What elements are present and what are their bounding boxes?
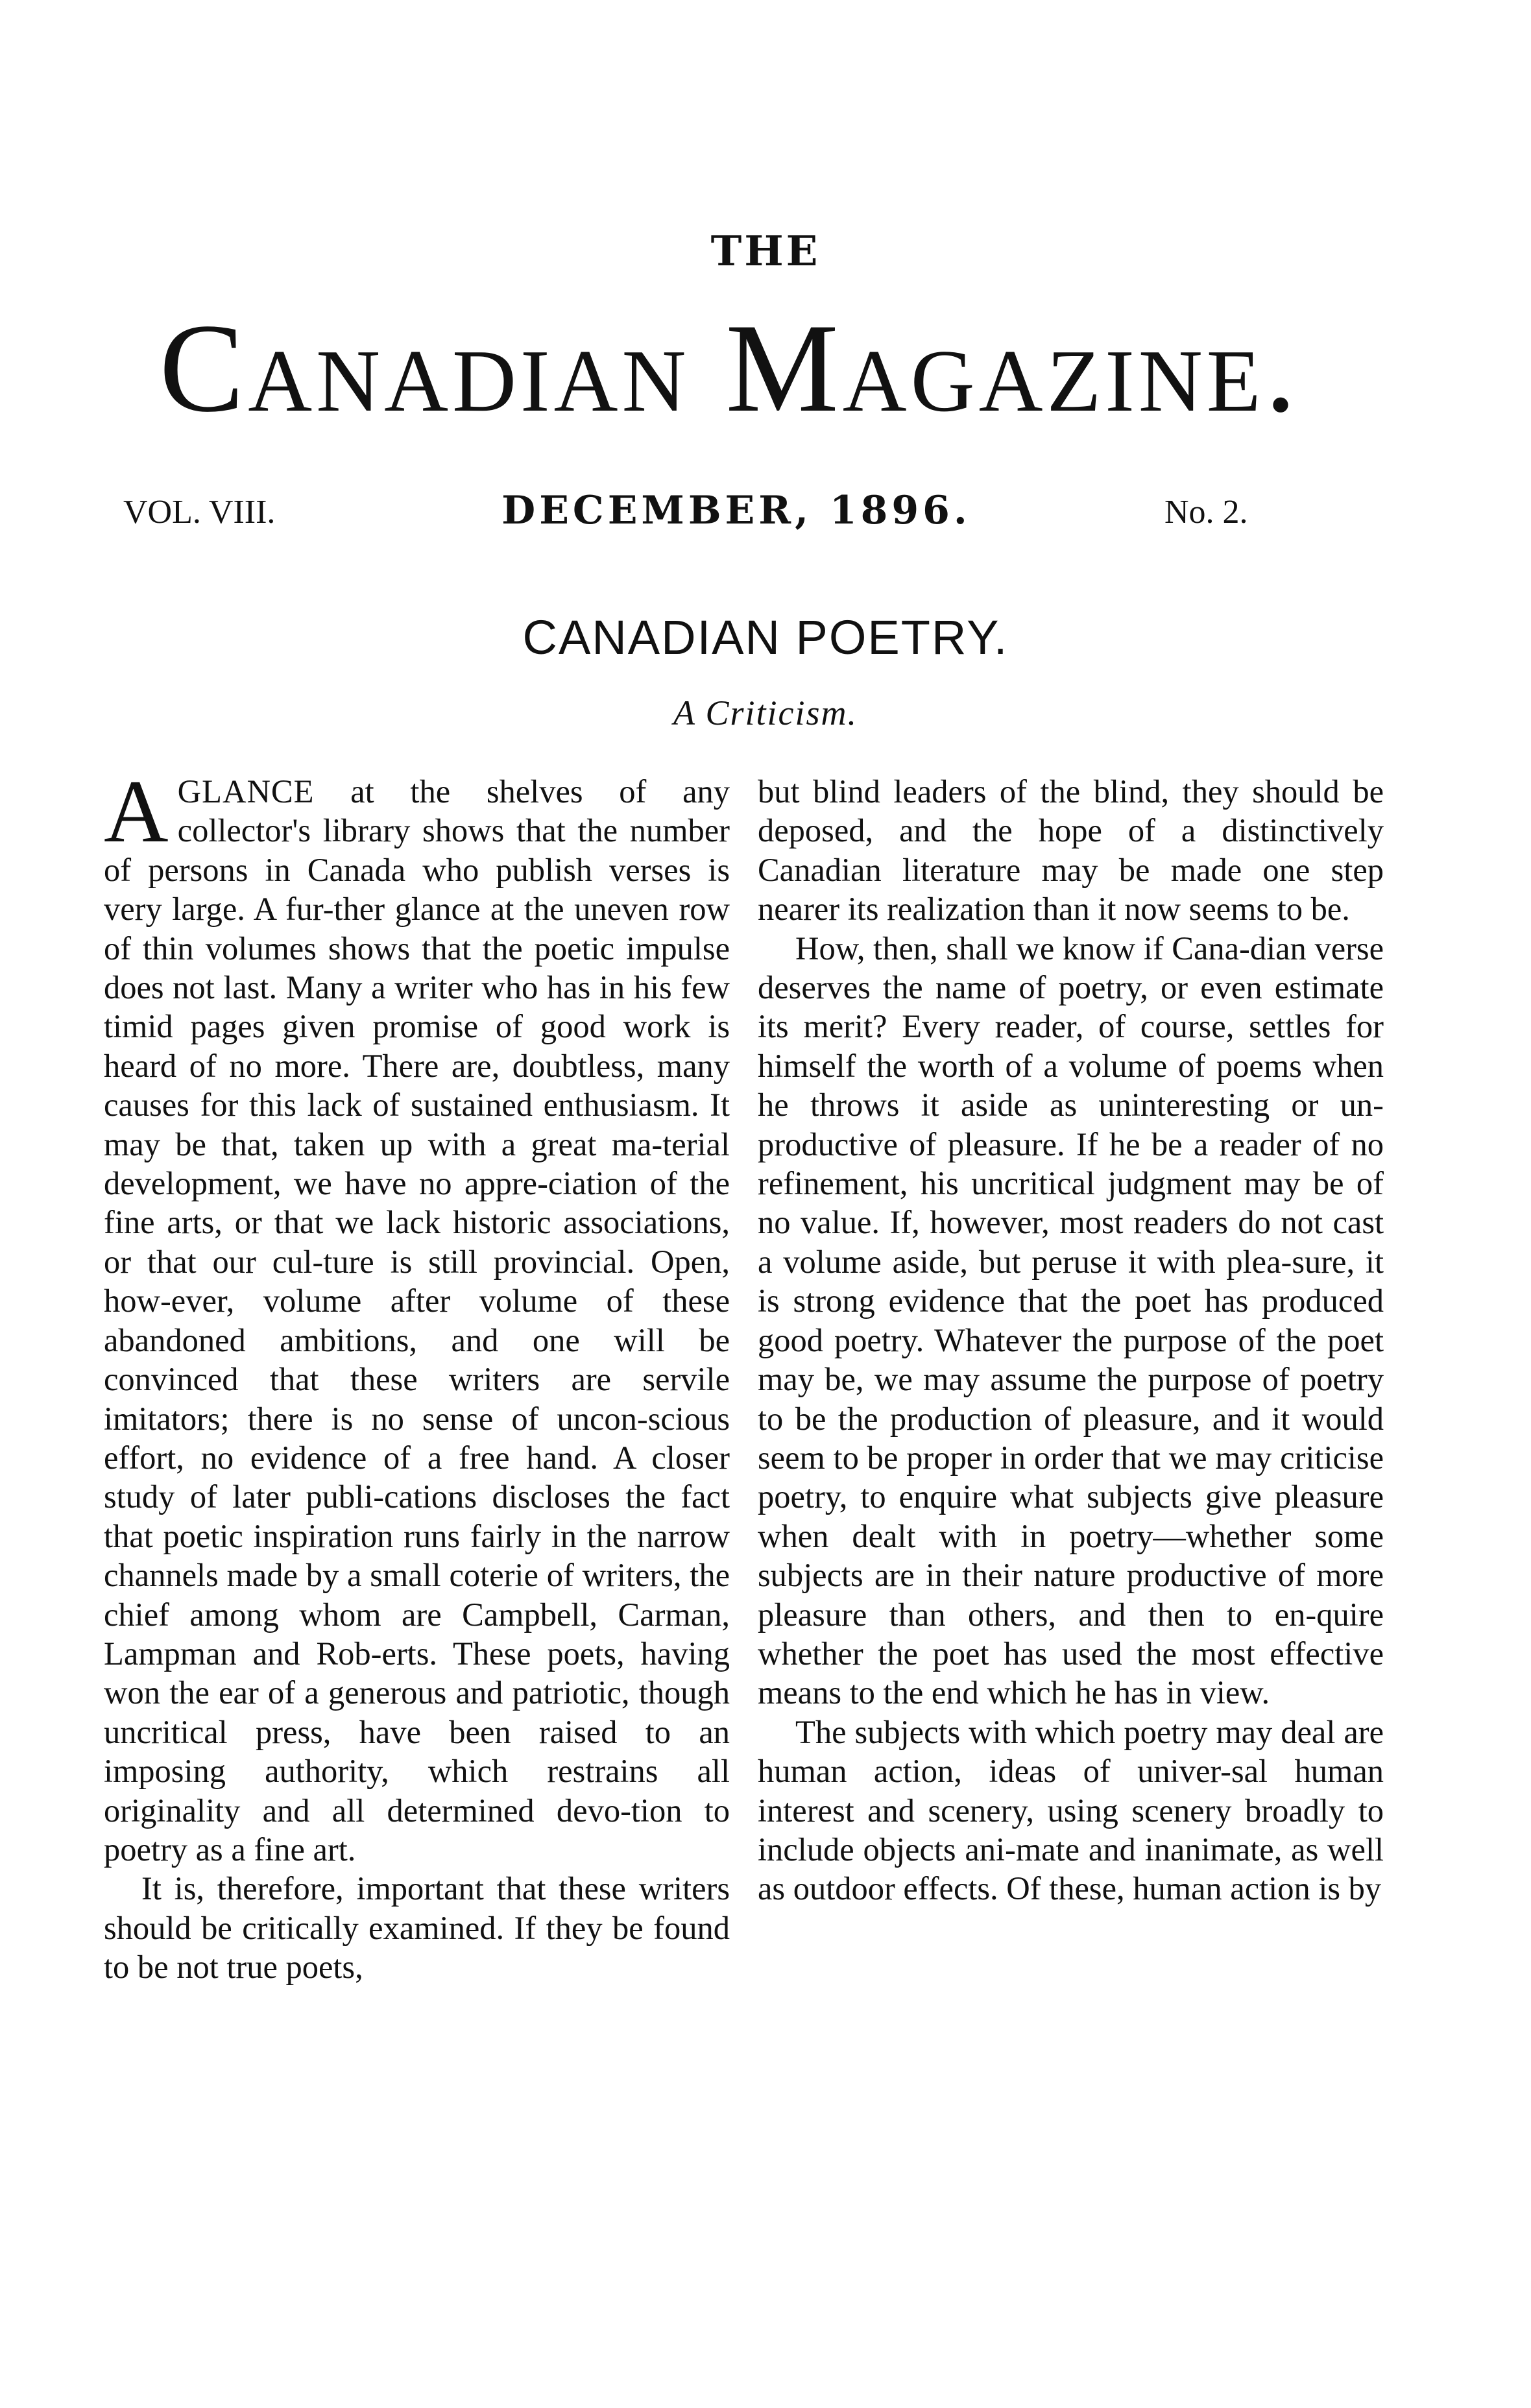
- article-subtitle: A Criticism.: [673, 693, 858, 732]
- issue-date: DECEMBER, 1896.: [501, 488, 971, 533]
- volume-label: VOL. VIII.: [123, 494, 276, 531]
- right-column: [758, 772, 1384, 1908]
- paragraph-1-text: at the shelves of any collector's library shows that the number of persons in Canada who publish verses is very large. A fur-ther glance at the uneven row of thin volumes shows that the poetic impulse does not last. Many a writer who has in his few timid pages given promise of good work is heard of no more. There are, doubtless, many causes for this lack of sustained enthusiasm. It may be that, taken up with a great ma-terial development, we have no appre-ciation of the fine arts, or that we lack historic associations, or that our cul-ture is still provincial. Open, how-ever, volume after volume of these abandoned ambitions, and one will be convinced that these writers are servile imitators; there is no sense of uncon-scious effort, no evidence of a free hand. A closer study of later publi-cations discloses the fact that poetic inspiration runs fairly in the narrow channels made by a small coterie of writers, the chief among whom are Campbell, Carman, Lampman and Rob-erts. These poets, having won the ear of a generous and patriotic, though uncritical press, have been raised to an imposing authority, which restrains all originality and all determined devo-tion to poetry as a fine art.: [104, 773, 730, 1868]
- left-column: [104, 762, 730, 1987]
- masthead-the: THE: [710, 227, 821, 276]
- paragraph-2: It is, therefore, important that these writers should be critically examined. If they be found to be not true poets,: [104, 1870, 730, 1986]
- drop-cap: A: [104, 762, 169, 861]
- lead-word: GLANCE: [177, 773, 315, 810]
- paragraph-3: How, then, shall we know if Cana-dian verse deserves the name of poetry, or even estimate its merit? Every reader, of course, settles for himself the worth of a volume of poems when he throws it aside as uninteresting or un-productive of pleasure. If he be a reader of no refinement, his uncritical judgment may be of no value. If, however, most readers do not cast a volume aside, but peruse it with plea-sure, it is strong evidence that the poet has produced good poetry. Whatever the purpose of the poet may be, we may assume the purpose of poetry to be the production of pleasure, and it would seem to be proper in order that we may criticise poetry, to enquire what subjects give pleasure when dealt with in poetry—whether some subjects are in their nature productive of more pleasure than others, and then to en-quire whether the poet has used the most effective means to the end which he has in view.: [758, 930, 1384, 1711]
- paragraph-continued: but blind leaders of the blind, they should be deposed, and the hope of a distinctively Canadian literature may be made one step nearer its realization than it now seems to be.: [758, 773, 1384, 928]
- article-title: CANADIAN POETRY.: [522, 610, 1009, 664]
- paragraph-4: The subjects with which poetry may deal are human action, ideas of univer-sal human interest and scenery, using scenery broadly to include objects ani-mate and inanimate, as well as outdoor effects. Of these, human action is by: [758, 1713, 1384, 1907]
- magazine-title: Canadian Magazine.: [159, 298, 1301, 439]
- paragraph-1: [104, 762, 730, 1869]
- issue-number: No. 2.: [1164, 494, 1248, 531]
